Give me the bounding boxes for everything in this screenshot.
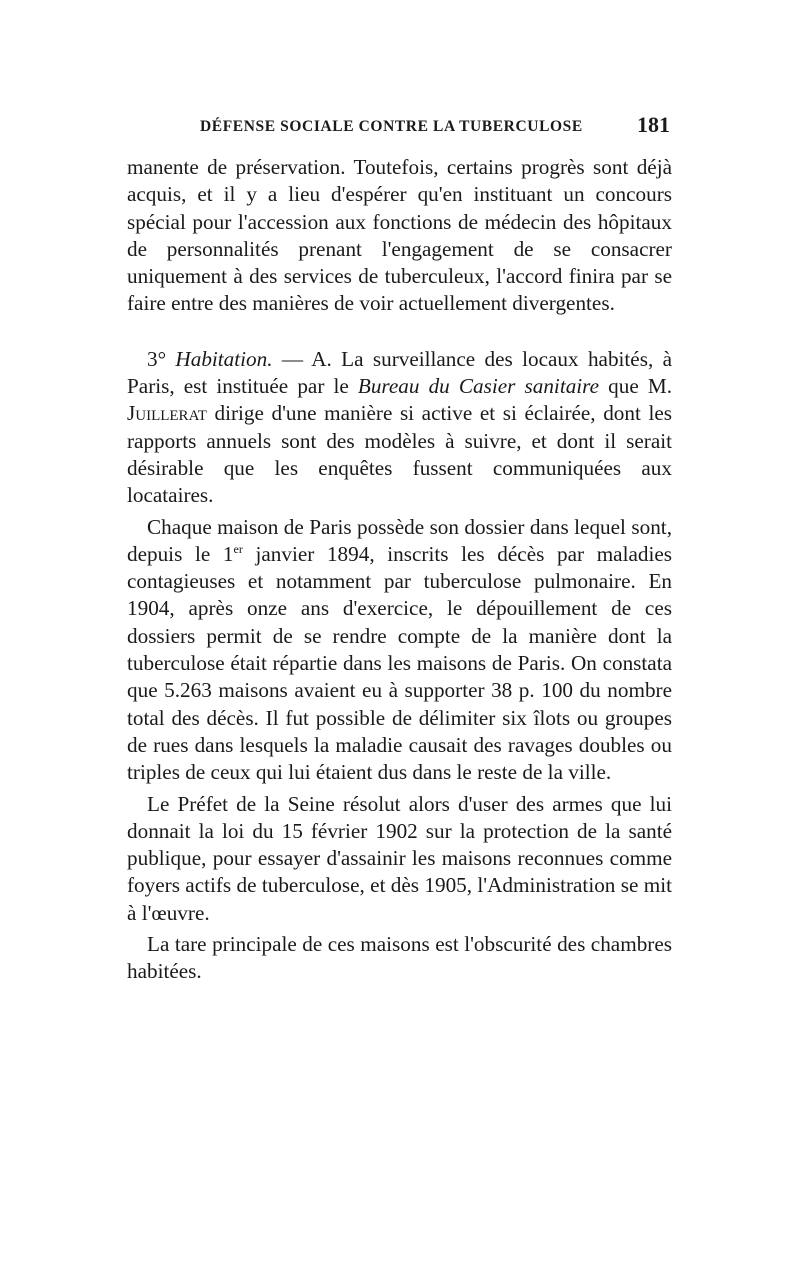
- paragraph-continuation: manente de préservation. Toutefois, certains progrès sont déjà acquis, et il y a lieu d'espérer qu'en instituant un concours spécial pour l'accession aux fonctions de médecin des hôpitaux de personnalités prenant l'engagement de se consacrer uniquement à des services de tuberculeux, l'accord finira par se faire entre des manières de voir actuellement divergentes.: [127, 155, 672, 316]
- body-text: [127, 154, 672, 986]
- page-header: [200, 112, 670, 146]
- person-name: Juillerat: [127, 401, 207, 426]
- paragraph-dossier: [127, 514, 672, 787]
- text-run: — A. La surveillance des locaux habités, à Paris, est instituée par le: [127, 346, 672, 399]
- text-run: dirige d'une manière si active et si éclairée, dont les rapports annuels sont des modèles à suivre, et dont il serait désirable que les enquêtes fussent communiquées aux locataires.: [127, 401, 672, 508]
- paragraph-habitation: [127, 346, 672, 510]
- text-run: que M.: [599, 374, 672, 399]
- ordinal-superscript: er: [233, 541, 243, 556]
- paragraph-tare: La tare principale de ces maisons est l'obscurité des chambres habitées.: [127, 932, 672, 984]
- section-heading: Habitation.: [175, 346, 273, 371]
- paragraph-prefet: Le Préfet de la Seine résolut alors d'user des armes que lui donnait la loi du 15 février 1902 sur la protection de la santé publique, pour essayer d'assainir les maisons reconnues comme foyers actifs de tuberculose, et dès 1905, l'Administration se mit à l'œuvre.: [127, 791, 672, 925]
- page-number: 181: [637, 112, 670, 137]
- bureau-name: Bureau du Casier sanitaire: [357, 374, 600, 399]
- section-number: 3°: [147, 346, 167, 371]
- running-title: DÉFENSE SOCIALE CONTRE LA TUBERCULOSE: [200, 118, 583, 135]
- text-run: janvier 1894, inscrits les décès par maladies contagieuses et notamment par tuberculose pulmonaire. En 1904, après onze ans d'exercice, le dépouillement de ces dossiers permit de se rendre compte de la manière dont la tuberculose était répartie dans les maisons de Paris. On constata que 5.263 maisons avaient eu à supporter 38 p. 100 du nombre total des décès. Il fut possible de délimiter six îlots ou groupes de rues dans lesquels la maladie causait des ravages doubles ou triples de ceux qui lui étaient dus dans le reste de la ville.: [127, 541, 672, 785]
- text-run: Chaque maison de Paris possède son dossier dans lequel sont, depuis le 1: [127, 514, 672, 566]
